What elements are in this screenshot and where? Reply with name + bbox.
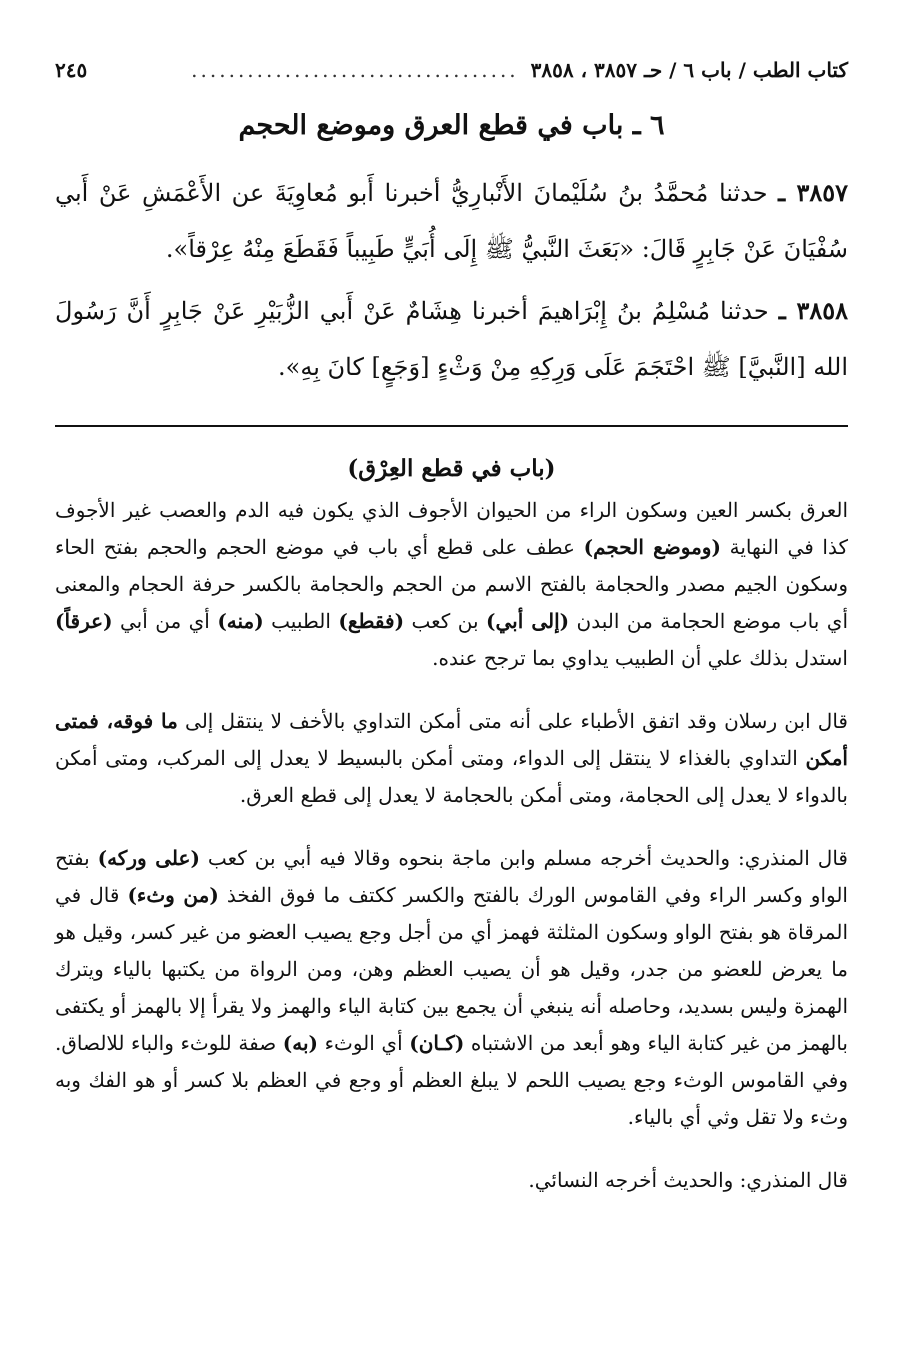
para-text: قال المنذري: والحديث أخرجه مسلم وابن ماجة بنحوه وقالا فيه أبي بن كعب bbox=[199, 846, 848, 870]
para-text: استدل بذلك علي أن الطبيب يداوي بما ترجح عنده. bbox=[432, 646, 848, 670]
para-text: قال ابن رسلان وقد اتفق الأطباء على أنه متى أمكن التداوي بالأخف لا ينتقل إلى bbox=[177, 709, 848, 733]
commentary-paragraph-3 bbox=[55, 840, 848, 1136]
para-keyword: (فقطع) bbox=[338, 609, 405, 633]
para-text: العرق بكسر العين وسكون الراء من الحيوان الأجوف الذي يكون فيه الدم والعصب غير الأجوف كذا في النهاية bbox=[55, 498, 849, 559]
para-keyword: ما فوقه، فمتى أمكن bbox=[55, 709, 848, 770]
para-text: عطف على قطع أي باب في موضع الحجم والحجم بفتح الحاء وسكون الجيم مصدر والحجامة بالفتح الاسم من الحجم والحجامة بالكسر حرفة الحجام والمعنى أي باب موضع الحجامة من البدن bbox=[55, 535, 848, 633]
para-text: قال في المرقاة هو بفتح الواو وسكون المثلثة فهمز أي من أجل وجع يصيب العضو من غير كسر، وقيل هو ما يعرض للعضو من جدر، وقيل هو أن يصيب العظم وهن، ومن الرواة من يكتبها بالياء ويترك الهمزة وليس بسديد، وحاصله أنه ينبغي أن يجمع بين كتابة الياء والهمز ولا يقرأ إلا بالهمز أو يكتفى بالهمز من غير كتابة الياء وهو أبعد من الاشتباه bbox=[55, 883, 849, 1055]
commentary-paragraph-1 bbox=[55, 492, 848, 677]
para-text: بفتح الواو وكسر الراء وفي القاموس الورك بالفتح والكسر ككتف ما فوق الفخذ bbox=[55, 846, 848, 907]
para-keyword: (من وثء) bbox=[127, 883, 219, 907]
hadith-number: ٣٨٥٨ ـ bbox=[778, 296, 849, 325]
chapter-title: ٦ ـ باب في قطع العرق وموضع الحجم bbox=[238, 110, 665, 141]
commentary-paragraph-4: قال المنذري: والحديث أخرجه النسائي. bbox=[528, 1168, 848, 1192]
hadith-number: ٣٨٥٧ ـ bbox=[778, 178, 848, 207]
para-keyword: (عرقاً) bbox=[55, 609, 113, 633]
para-keyword: (كـان) bbox=[409, 1031, 465, 1055]
hadith-3857 bbox=[55, 165, 848, 277]
commentary-title: (باب في قطع العِرْق) bbox=[347, 455, 556, 482]
running-head-title: كتاب الطب / باب ٦ / حـ ٣٨٥٧ ، ٣٨٥٨ bbox=[530, 58, 848, 82]
para-text: أي الوثء bbox=[318, 1031, 410, 1055]
section-divider bbox=[55, 425, 848, 427]
running-head bbox=[55, 58, 848, 94]
para-text: صفة للوثء والباء للالصاق. وفي القاموس الوثء وجع يصيب اللحم لا يبلغ العظم أو وجع في العظم بلا كسر أو هو الفك وبه وثء ولا تقل وثي أي بالياء. bbox=[55, 1031, 848, 1129]
para-keyword: (وموضع الحجم) bbox=[583, 535, 721, 559]
hadith-text: حدثنا مُسْلِمُ بنُ إِبْرَاهيمَ أخبرنا هِشَامٌ عَنْ أَبي الزُّبَيْرِ عَنْ جَابِرٍ أَنَّ رَسُولَ الله [النَّبيَّ] ﷺ احْتَجَمَ عَلَى وَرِكِهِ مِنْ وَثْءٍ [وَجَعٍ] كانَ بِهِ». bbox=[55, 297, 848, 381]
hadith-text: حدثنا مُحمَّدُ بنُ سُلَيْمانَ الأَنْبارِيُّ أخبرنا أَبو مُعاوِيَةَ عن الأَعْمَشِ عَنْ أَبي سُفْيَانَ عَنْ جَابِرٍ قَالَ: «بَعَثَ النَّبيُّ ﷺ إِلَى أُبَيٍّ طَبِيباً فَقَطَعَ مِنْهُ عِرْقاً». bbox=[55, 179, 848, 263]
para-text: بن كعب bbox=[404, 609, 486, 633]
para-keyword: (منه) bbox=[217, 609, 264, 633]
page-number: ٢٤٥ bbox=[55, 58, 88, 82]
hadith-3858 bbox=[55, 283, 848, 395]
commentary-paragraph-2 bbox=[55, 703, 848, 814]
para-text: الطبيب bbox=[263, 609, 339, 633]
para-keyword: (على وركه) bbox=[97, 846, 200, 870]
running-head-leader-dots: ................................... bbox=[191, 58, 519, 82]
para-text: أي من أبي bbox=[112, 609, 218, 633]
para-keyword: (به) bbox=[282, 1031, 318, 1055]
para-keyword: (إلى أبي) bbox=[486, 609, 570, 633]
para-text: التداوي بالغذاء لا ينتقل إلى الدواء، ومتى أمكن بالبسيط لا يعدل إلى المركب، ومتى أمكن بالدواء لا يعدل إلى الحجامة، ومتى أمكن بالحجامة لا يعدل إلى قطع العرق. bbox=[55, 746, 848, 807]
